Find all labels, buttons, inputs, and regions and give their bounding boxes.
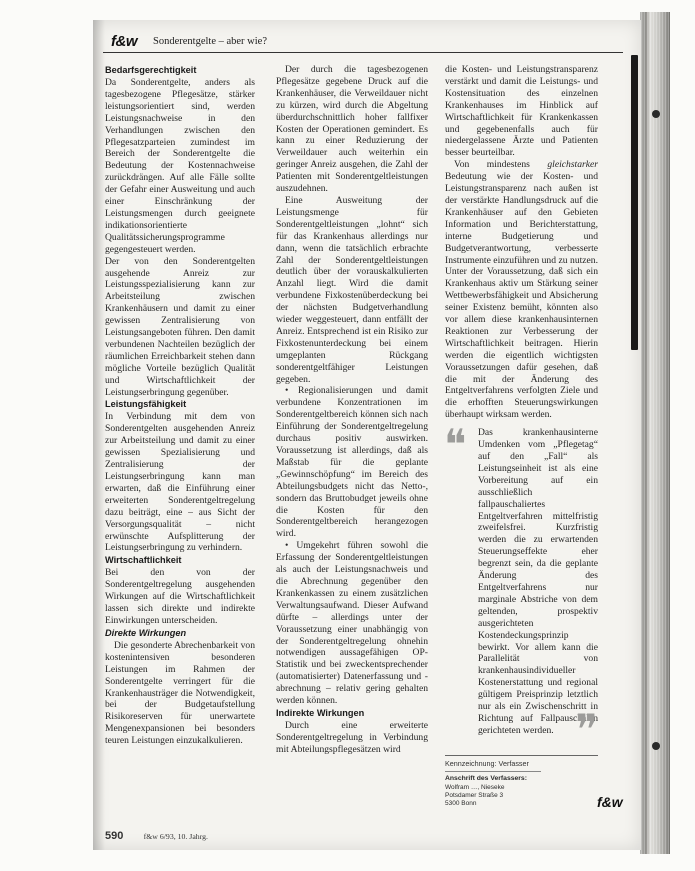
divider (445, 771, 541, 772)
subsection-heading: Direkte Wirkungen (105, 627, 187, 638)
author-label: Kennzeichnung: Verfasser (445, 758, 529, 768)
register-tab (631, 55, 638, 350)
journal-logo: f&w (111, 33, 137, 50)
quote-close-icon: ❞ (575, 704, 598, 754)
section-heading: Indirekte Wirkungen (276, 707, 365, 718)
pull-quote (444, 420, 598, 754)
bullet-paragraph: • Regionalisierungen und damit verbundene Konzentrationen im Sonderentgeltbereich können sich nach Einführung der Sonderentgeltregelung durchaus positiv auswirken. Voraussetzung ist allerdings, daß als Maßstab für die geplante „Gewinnschöpfung“ im Bereich des Abteilungsbudgets nicht das Netto-, sondern das Bruttobudget jeweils ohne die Kosten für den Sonderentgeltbereich herangezogen wird. (276, 385, 428, 540)
paragraph: Da Sonderentgelte, anders als tagesbezogene Pflegesätze, stärker leistungsorientiert sind, werden Leistungsnachweise in den Verhandlungen zwischen den Pflegesatzparteien zumindest im Bereich der Sonderentgelte die Bedeutung der Kostennachweise zurückdrängen. Auf alle Fälle sollte der Gefahr einer Ausweitung und auch einer Einschränkung der Leistungsmengen durch geeignete indikationsorientierte Qualitätssicherungsprogramme gegengesteuert werden. (105, 77, 255, 255)
running-title: Sonderentgelte – aber wie? (153, 36, 267, 47)
text-column-1 (105, 64, 255, 747)
paragraph: Die gesonderte Abrechenbarkeit von kostenintensiven besonderen Leistungen im Rahmen der Sonderentgelte verringert für die Krankenhausträger die Notwendigkeit, bei der Budgetaufstellung Risikoreserven für unerwartete Mengenexpansionen bei besonders teuren Leistungen einzukalkulieren. (105, 639, 255, 747)
page-header (103, 34, 623, 53)
binder-ring-hole (652, 110, 660, 118)
document-page (93, 20, 641, 850)
paragraph (445, 159, 598, 421)
paragraph: Eine Ausweitung der Leistungsmenge für Sonderentgeltleistungen „lohnt“ sich für das Krankenhaus allerdings nur dann, wenn die tatsächlich erbrachte Zahl der Sonderentgeltleistungen deutlich über der vorauskalkulierten Anzahl liegt. Wird die damit verbundene Fixkostenüberdeckung bei der nächsten Budgetverhandlung wieder weggesteuert, dann entfällt der Anreiz. Entsprechend ist ein Risiko zur Fixkostenunterdeckung bei einem umgeplanten Rückgang sonderentgeltfähiger Leistungen gegeben. (276, 194, 428, 385)
paragraph: Bei den von der Sonderentgeltregelung ausgehenden Wirkungen auf die Wirtschaftlichkeit lassen sich direkte und indirekte Einwirkungen unterscheiden. (105, 567, 255, 626)
binder-page-edges (641, 12, 669, 854)
emphasis-text: gleichstarker (547, 159, 598, 171)
paragraph: Der von den Sonderentgelten ausgehende Anreiz zur Leistungsspezialisierung kann zur Arbeitsteilung zwischen Krankenhäusern und damit zu einer gewissen Zentralisierung von Leistungsangeboten führen. Den damit verbundenen Nachteilen bezüglich der räumlichen Erreichbarkeit stehen dann mögliche Vorteile bezüglich Qualität und Wirtschaftlichkeit der Leistungserbringung gegenüber. (105, 255, 255, 398)
paragraph: In Verbindung mit dem von Sonderentgelten ausgehenden Anreiz zur Arbeitsteilung und damit zu einer gewissen Spezialisierung und Zentralisierung der Leistungserbringung kann man erwarten, daß die Einführung einer erweiterten Sonderentgeltregelung dazu beiträgt, eine – aus Sicht der Versorgungsqualität – nicht erwünschte Aufsplitterung der Leistungserbringung zu verhindern. (105, 411, 255, 554)
section-heading: Leistungsfähigkeit (105, 399, 187, 410)
address-title: Anschrift des Verfassers: (445, 774, 527, 782)
page-number: 590 (105, 830, 124, 842)
footer-logo: f&w (597, 794, 623, 810)
text-column-2 (276, 64, 428, 756)
paragraph: Der durch die tagesbezogenen Pflegesätze gegebene Druck auf die Krankenhäuser, die Verweildauer nicht zu kürzen, wird durch die Abgeltung überdurchschnittlich hoher fallfixer Kosten der Operationen gemindert. Es kann zu einer Reduzierung der Verweildauer auch weiterhin ein geringer Anreiz ausgehen, die Zahl der Patienten mit Sonderentgeltleistungen auszudehnen. (276, 64, 428, 195)
binder-ring-hole (652, 742, 660, 750)
page-gutter-shadow (93, 20, 105, 850)
pull-quote-text: Das krankenhausinterne Umdenken vom „Pflegetag“ auf den „Fall“ als Leistungseinheit ist als eine Vorbereitung auf ein ausschließlich fallpauschaliertes Entgeltverfahren mittelfristig zweifelsfrei. Kurzfristig werden die zu erwartenden Steuerungseffekte eher begrenzt sein, da die geplante Änderung des Entgeltverfahrens nur marginale Abstriche von dem geltenden, prospektiv ausgerichteten Kostendeckungsprinzip bewirkt. Vor allem kann die Parallelität von krankenhausindividueller Kostenerstattung und regional gültigem Preisprinzip letztlich nur als ein Zwischenschritt in Richtung auf Fallpauschalen gerichteten werden. (478, 427, 598, 736)
text-run: Bedeutung wie der Kosten- und Leistungstransparenz nach außen ist der verstärkte Handlungsdruck auf die Krankenhäuser auf den Gebieten Information und Berichterstattung, interne Budgetierung und Budgetverantwortung, verbesserte Instrumente einzuführen und zu nutzen. Unter der Voraussetzung, daß sich ein Krankenhaus aktiv um Stärkung seiner Wettbewerbsfähigkeit und Absicherung seiner Existenz bemüht, könnten also vor allem diese krankenhausinternen Reaktionen zur Verbesserung der Wirtschaftlichkeit beitragen. Hierin werden die eigentlich wichtigsten Voraussetzungen dafür gesehen, daß die mit der Änderung des Entgeltverfahrens verfolgten Ziele und die erhofften Steuerungswirkungen überhaupt wirksam werden. (445, 171, 598, 421)
bullet-paragraph: • Umgekehrt führen sowohl die Erfassung der Sonderentgeltleistungen als auch der Leistungsnachweis und die Abrechnung gegenüber den Krankenkassen zu einem zusätzlichen Verwaltungsaufwand. Dieser Aufwand dürfte – allerdings unter der Voraussetzung einer unabhängig von der Sonderentgeltregelung ohnehin notwendigen aussagefähigen OP-Statistik und bei zweckentsprechender (automatisierter) Datenerfassung und -abrechnung – relativ gering gehalten werden können. (276, 540, 428, 707)
section-heading: Bedarfsgerechtigkeit (105, 65, 197, 75)
author-address: Wolfram …, Nieseke Potsdamer Straße 3 5300 Bonn (445, 783, 505, 807)
text-run: Von mindestens (454, 159, 548, 171)
paragraph: Durch eine erweiterte Sonderentgeltregelung in Verbindung mit Abteilungspflegesätzen wird (276, 719, 428, 755)
section-heading: Wirtschaftlichkeit (105, 555, 182, 566)
text-column-3 (445, 64, 598, 808)
quote-open-icon: ❝ (444, 420, 467, 470)
paragraph: die Kosten- und Leistungstransparenz verstärkt und damit die Leistungs- und Kostensituation des einzelnen Krankenhauses im Hinblick auf Wirtschaftlichkeit für Krankenkassen und gegebenenfalls auch für niedergelassene Ärzte und Patienten besser beurteilbar. (445, 64, 598, 159)
page-footer (105, 830, 208, 842)
issue-info: f&w 6/93, 10. Jahrg. (143, 832, 209, 841)
author-box (445, 755, 598, 808)
